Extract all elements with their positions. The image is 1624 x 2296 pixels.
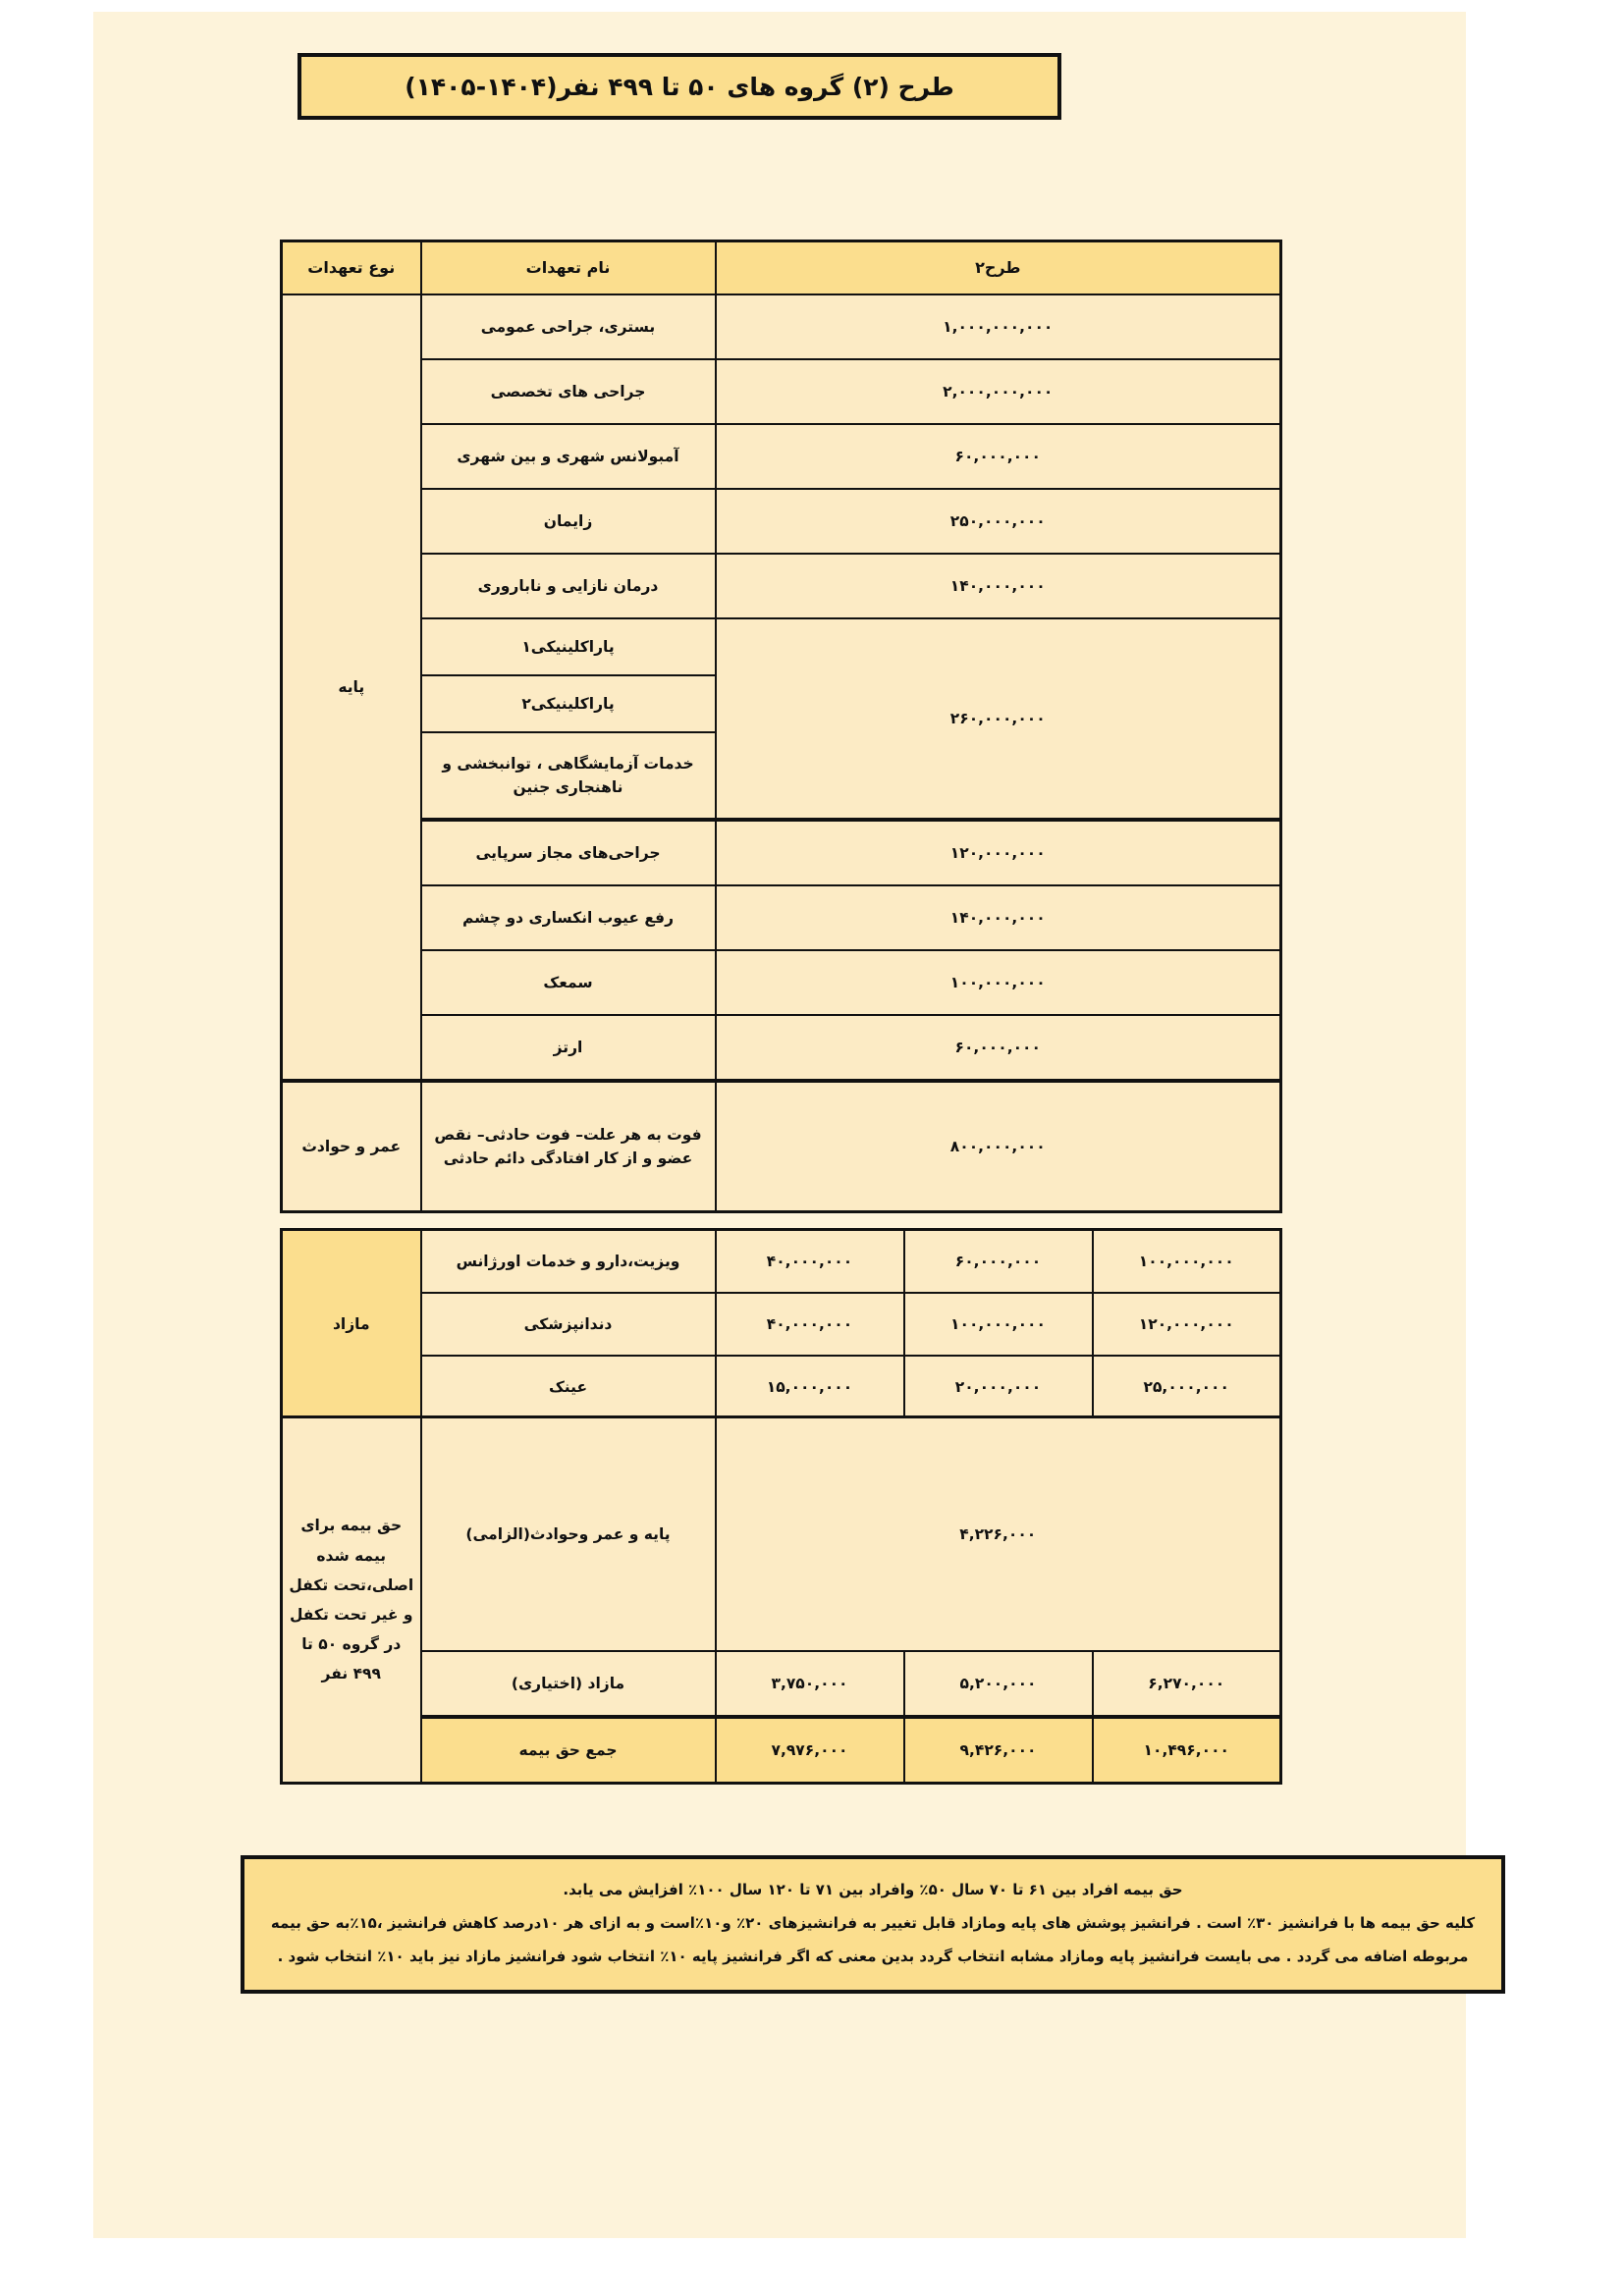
premium-value-2: ۵,۲۰۰,۰۰۰ (904, 1651, 1093, 1717)
benefit-value: ۲۵۰,۰۰۰,۰۰۰ (716, 489, 1281, 554)
table-row (282, 1015, 1281, 1081)
table-row (282, 1081, 1281, 1212)
benefit-name: پاراکلینیکی۲ (421, 675, 716, 732)
premium-value-3: ۶,۲۷۰,۰۰۰ (1093, 1651, 1281, 1717)
table-row (282, 294, 1281, 359)
benefit-name-life: فوت به هر علت– فوت حادثی– نقص عضو و از کار افتادگی دائم حادثی (421, 1081, 716, 1212)
benefit-name: ارتز (421, 1015, 716, 1081)
surplus-value-1: ۴۰,۰۰۰,۰۰۰ (716, 1230, 904, 1294)
surplus-value-2: ۱۰۰,۰۰۰,۰۰۰ (904, 1293, 1093, 1356)
table-row (282, 424, 1281, 489)
table-row (282, 950, 1281, 1015)
surplus-value-2: ۶۰,۰۰۰,۰۰۰ (904, 1230, 1093, 1294)
page-title: طرح (۲) گروه های ۵۰ تا ۴۹۹ نفر(۱۴۰۴-۱۴۰۵) (405, 72, 954, 101)
benefit-name: درمان نازایی و ناباروری (421, 554, 716, 618)
benefit-value: ۱۴۰,۰۰۰,۰۰۰ (716, 554, 1281, 618)
benefit-value: ۶۰,۰۰۰,۰۰۰ (716, 1015, 1281, 1081)
table-row (282, 820, 1281, 885)
benefit-name: جراحی‌های مجاز سرپایی (421, 820, 716, 885)
benefit-value: ۱,۰۰۰,۰۰۰,۰۰۰ (716, 294, 1281, 359)
benefit-value: ۶۰,۰۰۰,۰۰۰ (716, 424, 1281, 489)
premium-name-optional: مازاد (اختیاری) (421, 1651, 716, 1717)
footnote-line-2: کلیه حق بیمه ها با فرانشیز ۳۰٪ است . فرانشیز پوشش های پایه ومازاد قابل تغییر به فرانشیزهای ۲۰٪ و۱۰٪است و به ازای هر ۱۰درصد کاهش فرانشیز ،۱۵٪به حق بیمه (270, 1913, 1476, 1932)
table-row (282, 359, 1281, 424)
benefit-name: خدمات آزمایشگاهی ، توانبخشی و ناهنجاری جنین (421, 732, 716, 820)
premium-table (280, 1415, 1282, 1785)
premium-total-1: ۷,۹۷۶,۰۰۰ (716, 1717, 904, 1784)
premium-side-label: حق بیمه برای بیمه شده اصلی،تحت تکفل و غیر تحت تکفل در گروه ۵۰ تا ۴۹۹ نفر (282, 1417, 421, 1784)
benefit-name: سمعک (421, 950, 716, 1015)
document-page (93, 12, 1476, 2238)
table-row-total (282, 1717, 1281, 1784)
surplus-value-3: ۲۵,۰۰۰,۰۰۰ (1093, 1356, 1281, 1419)
surplus-value-2: ۲۰,۰۰۰,۰۰۰ (904, 1356, 1093, 1419)
benefit-name: رفع عیوب انکساری دو چشم (421, 885, 716, 950)
table-row (282, 1651, 1281, 1717)
premium-value-mandatory: ۴,۲۲۶,۰۰۰ (716, 1417, 1281, 1652)
table-row (282, 618, 1281, 675)
header-type: نوع تعهدات (282, 241, 421, 295)
surplus-type-label: مازاد (282, 1230, 421, 1419)
benefit-value: ۱۲۰,۰۰۰,۰۰۰ (716, 820, 1281, 885)
table-row (282, 489, 1281, 554)
premium-total-2: ۹,۴۲۶,۰۰۰ (904, 1717, 1093, 1784)
benefit-name: زایمان (421, 489, 716, 554)
surplus-name: ویزیت،دارو و خدمات اورژانس (421, 1230, 716, 1294)
benefits-table (280, 240, 1282, 1213)
premium-name-mandatory: پایه و عمر وحوادث(الزامی) (421, 1417, 716, 1652)
page-title-banner (298, 53, 1061, 120)
surplus-table (280, 1228, 1282, 1420)
benefit-type-basic: پایه (282, 294, 421, 1081)
benefit-value: ۱۰۰,۰۰۰,۰۰۰ (716, 950, 1281, 1015)
benefit-value: ۱۴۰,۰۰۰,۰۰۰ (716, 885, 1281, 950)
benefit-name: آمبولانس شهری و بین شهری (421, 424, 716, 489)
footnote-line-1: حق بیمه افراد بین ۶۱ تا ۷۰ سال ۵۰٪ وافراد بین ۷۱ تا ۱۲۰ سال ۱۰۰٪ افزایش می یابد. (563, 1881, 1183, 1898)
table-row (282, 1356, 1281, 1419)
footnote-box (241, 1855, 1505, 1994)
premium-total-3: ۱۰,۴۹۶,۰۰۰ (1093, 1717, 1281, 1784)
benefit-value-paraclinic: ۲۶۰,۰۰۰,۰۰۰ (716, 618, 1281, 820)
table-row (282, 1417, 1281, 1652)
benefit-type-life: عمر و حوادث (282, 1081, 421, 1212)
surplus-value-3: ۱۰۰,۰۰۰,۰۰۰ (1093, 1230, 1281, 1294)
table-row (282, 554, 1281, 618)
footnote-line-3: مربوطه اضافه می گردد . می بایست فرانشیز پایه ومازاد مشابه انتخاب گردد بدین معنی که اگر فرانشیز پایه ۱۰٪ انتخاب شود فرانشیز مازاد نیز باید ۱۰٪ انتخاب شود . (277, 1947, 1469, 1965)
table-row (282, 1230, 1281, 1294)
premium-name-total: جمع حق بیمه (421, 1717, 716, 1784)
surplus-value-1: ۱۵,۰۰۰,۰۰۰ (716, 1356, 904, 1419)
table-row (282, 885, 1281, 950)
benefit-value: ۲,۰۰۰,۰۰۰,۰۰۰ (716, 359, 1281, 424)
benefit-name: پاراکلینیکی۱ (421, 618, 716, 675)
header-name: نام تعهدات (421, 241, 716, 295)
benefit-name: جراحی های تخصصی (421, 359, 716, 424)
table-row (282, 1293, 1281, 1356)
surplus-value-1: ۴۰,۰۰۰,۰۰۰ (716, 1293, 904, 1356)
benefit-name: بستری، جراحی عمومی (421, 294, 716, 359)
benefit-value-life: ۸۰۰,۰۰۰,۰۰۰ (716, 1081, 1281, 1212)
table-header-row (282, 241, 1281, 295)
surplus-name: عینک (421, 1356, 716, 1419)
header-plan: طرح۲ (716, 241, 1281, 295)
surplus-name: دندانپزشکی (421, 1293, 716, 1356)
surplus-value-3: ۱۲۰,۰۰۰,۰۰۰ (1093, 1293, 1281, 1356)
premium-value-1: ۳,۷۵۰,۰۰۰ (716, 1651, 904, 1717)
